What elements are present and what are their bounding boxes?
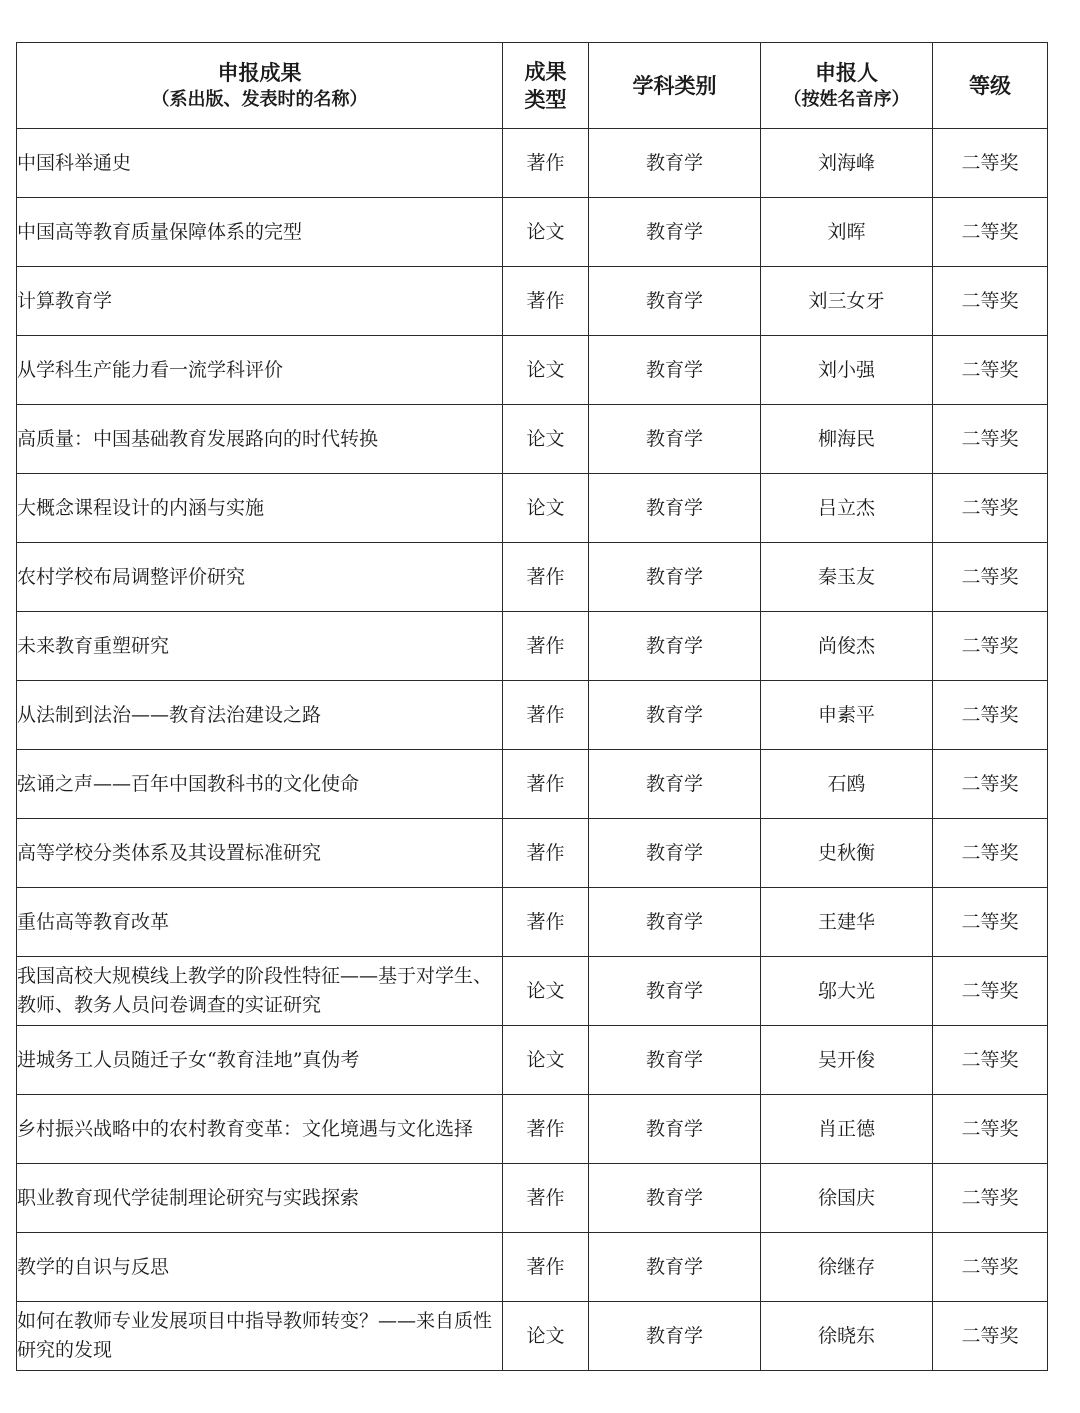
cell-subject: 教育学 [589, 1164, 761, 1233]
cell-subject: 教育学 [589, 888, 761, 957]
awards-table [16, 42, 1048, 1371]
cell-type: 论文 [503, 1026, 589, 1095]
cell-subject: 教育学 [589, 267, 761, 336]
table-row [17, 681, 1048, 750]
header-level [933, 43, 1048, 129]
cell-subject: 教育学 [589, 543, 761, 612]
cell-title: 重估高等教育改革 [17, 888, 503, 957]
cell-type: 论文 [503, 957, 589, 1026]
table-row [17, 405, 1048, 474]
cell-subject: 教育学 [589, 1302, 761, 1371]
header-type-line1: 成果 [524, 58, 567, 84]
cell-title: 中国高等教育质量保障体系的完型 [17, 198, 503, 267]
cell-type: 论文 [503, 405, 589, 474]
table-row [17, 612, 1048, 681]
cell-applicant: 徐晓东 [761, 1302, 933, 1371]
cell-title: 未来教育重塑研究 [17, 612, 503, 681]
cell-type: 论文 [503, 198, 589, 267]
cell-level: 二等奖 [933, 336, 1048, 405]
table-row [17, 1233, 1048, 1302]
cell-type: 论文 [503, 336, 589, 405]
table-row [17, 957, 1048, 1026]
cell-type: 著作 [503, 1233, 589, 1302]
header-achievement [17, 43, 503, 129]
cell-applicant: 吕立杰 [761, 474, 933, 543]
table-row [17, 1302, 1048, 1371]
header-achievement-title: 申报成果 [217, 59, 302, 85]
header-subject-label: 学科类别 [632, 72, 717, 98]
cell-title: 从学科生产能力看一流学科评价 [17, 336, 503, 405]
cell-applicant: 刘海峰 [761, 129, 933, 198]
cell-level: 二等奖 [933, 1026, 1048, 1095]
cell-applicant: 柳海民 [761, 405, 933, 474]
cell-type: 著作 [503, 819, 589, 888]
cell-subject: 教育学 [589, 129, 761, 198]
cell-title: 如何在教师专业发展项目中指导教师转变？——来自质性研究的发现 [17, 1302, 503, 1371]
cell-type: 著作 [503, 543, 589, 612]
cell-title: 高质量：中国基础教育发展路向的时代转换 [17, 405, 503, 474]
cell-type: 著作 [503, 888, 589, 957]
cell-subject: 教育学 [589, 819, 761, 888]
cell-subject: 教育学 [589, 681, 761, 750]
cell-subject: 教育学 [589, 405, 761, 474]
cell-applicant: 史秋衡 [761, 819, 933, 888]
cell-level: 二等奖 [933, 543, 1048, 612]
cell-type: 论文 [503, 474, 589, 543]
table-row [17, 1095, 1048, 1164]
cell-title: 乡村振兴战略中的农村教育变革：文化境遇与文化选择 [17, 1095, 503, 1164]
table-row [17, 543, 1048, 612]
cell-subject: 教育学 [589, 957, 761, 1026]
cell-level: 二等奖 [933, 888, 1048, 957]
cell-type: 论文 [503, 1302, 589, 1371]
cell-level: 二等奖 [933, 957, 1048, 1026]
cell-type: 著作 [503, 267, 589, 336]
table-row [17, 336, 1048, 405]
cell-applicant: 尚俊杰 [761, 612, 933, 681]
table-row [17, 819, 1048, 888]
cell-applicant: 肖正德 [761, 1095, 933, 1164]
cell-applicant: 刘三女牙 [761, 267, 933, 336]
cell-level: 二等奖 [933, 1164, 1048, 1233]
cell-applicant: 徐国庆 [761, 1164, 933, 1233]
table-header [17, 43, 1048, 129]
cell-level: 二等奖 [933, 1095, 1048, 1164]
cell-level: 二等奖 [933, 267, 1048, 336]
cell-subject: 教育学 [589, 750, 761, 819]
cell-title: 进城务工人员随迁子女“教育洼地”真伪考 [17, 1026, 503, 1095]
cell-type: 著作 [503, 1164, 589, 1233]
cell-title: 弦诵之声——百年中国教科书的文化使命 [17, 750, 503, 819]
cell-applicant: 秦玉友 [761, 543, 933, 612]
header-achievement-note: （系出版、发表时的名称） [151, 88, 368, 110]
cell-type: 著作 [503, 129, 589, 198]
table-row [17, 1164, 1048, 1233]
cell-applicant: 石鸥 [761, 750, 933, 819]
cell-applicant: 吴开俊 [761, 1026, 933, 1095]
header-level-label: 等级 [969, 72, 1011, 98]
table-row [17, 750, 1048, 819]
header-applicant-title: 申报人 [815, 59, 878, 85]
header-type-line2: 类型 [524, 86, 567, 112]
cell-subject: 教育学 [589, 1233, 761, 1302]
cell-title: 职业教育现代学徒制理论研究与实践探索 [17, 1164, 503, 1233]
header-applicant-note: （按姓名音序） [783, 88, 910, 110]
table-row [17, 267, 1048, 336]
cell-subject: 教育学 [589, 1095, 761, 1164]
table-row [17, 888, 1048, 957]
table-body [17, 129, 1048, 1371]
cell-level: 二等奖 [933, 474, 1048, 543]
cell-subject: 教育学 [589, 336, 761, 405]
cell-title: 我国高校大规模线上教学的阶段性特征——基于对学生、教师、教务人员问卷调查的实证研究 [17, 957, 503, 1026]
cell-title: 高等学校分类体系及其设置标准研究 [17, 819, 503, 888]
cell-subject: 教育学 [589, 198, 761, 267]
cell-title: 教学的自识与反思 [17, 1233, 503, 1302]
cell-applicant: 申素平 [761, 681, 933, 750]
cell-level: 二等奖 [933, 405, 1048, 474]
header-applicant [761, 43, 933, 129]
cell-level: 二等奖 [933, 819, 1048, 888]
cell-level: 二等奖 [933, 750, 1048, 819]
cell-level: 二等奖 [933, 612, 1048, 681]
table-row [17, 198, 1048, 267]
header-type [503, 43, 589, 129]
cell-applicant: 刘晖 [761, 198, 933, 267]
cell-subject: 教育学 [589, 1026, 761, 1095]
cell-title: 农村学校布局调整评价研究 [17, 543, 503, 612]
cell-type: 著作 [503, 612, 589, 681]
cell-level: 二等奖 [933, 198, 1048, 267]
cell-level: 二等奖 [933, 681, 1048, 750]
cell-applicant: 邬大光 [761, 957, 933, 1026]
cell-level: 二等奖 [933, 1233, 1048, 1302]
cell-title: 中国科举通史 [17, 129, 503, 198]
table-row [17, 129, 1048, 198]
header-subject [589, 43, 761, 129]
cell-applicant: 刘小强 [761, 336, 933, 405]
cell-type: 著作 [503, 750, 589, 819]
cell-title: 计算教育学 [17, 267, 503, 336]
cell-type: 著作 [503, 1095, 589, 1164]
cell-level: 二等奖 [933, 1302, 1048, 1371]
cell-applicant: 徐继存 [761, 1233, 933, 1302]
awards-table-container [16, 42, 1047, 1371]
cell-title: 从法制到法治——教育法治建设之路 [17, 681, 503, 750]
cell-applicant: 王建华 [761, 888, 933, 957]
table-row [17, 1026, 1048, 1095]
table-row [17, 474, 1048, 543]
cell-type: 著作 [503, 681, 589, 750]
header-row [17, 43, 1048, 129]
cell-subject: 教育学 [589, 612, 761, 681]
cell-title: 大概念课程设计的内涵与实施 [17, 474, 503, 543]
cell-level: 二等奖 [933, 129, 1048, 198]
cell-subject: 教育学 [589, 474, 761, 543]
